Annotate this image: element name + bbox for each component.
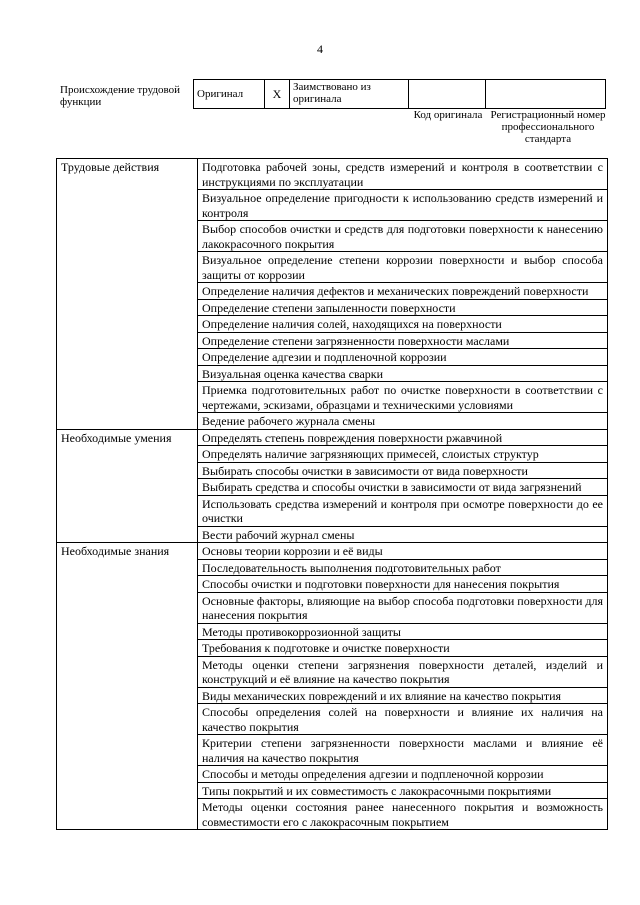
section-item: Визуальное определение степени коррозии поверхности и выбор способа защиты от коррозии: [198, 252, 608, 283]
original-mark: X: [265, 80, 290, 109]
section-item: Определение степени загрязненности поверхности маслами: [198, 332, 608, 349]
section-item: Выбирать способы очистки в зависимости от вида поверхности: [198, 462, 608, 479]
section-item: Выбирать средства и способы очистки в зависимости от вида загрязнений: [198, 479, 608, 496]
section-item: Методы оценки состояния ранее нанесенного покрытия и возможность совместимости его с лакокрасочным покрытием: [198, 799, 608, 830]
section-item: Определение наличия дефектов и механических повреждений поверхности: [198, 283, 608, 300]
section-item: Определение степени запыленности поверхности: [198, 299, 608, 316]
reg-caption: Регистрационный номер профессионального стандарта: [490, 109, 606, 145]
table-row: [57, 159, 608, 190]
table-row: [57, 543, 608, 560]
section-item: Методы противокоррозионной защиты: [198, 623, 608, 640]
original-cell: Оригинал: [194, 80, 265, 109]
origin-label: Происхождение трудовой функции: [60, 84, 181, 108]
section-item: Способы и методы определения адгезии и подпленочной коррозии: [198, 766, 608, 783]
section-item: Определять наличие загрязняющих примесей, слоистых структур: [198, 446, 608, 463]
borrowed-cell: Заимствовано из оригинала: [290, 80, 409, 109]
section-item: Критерии степени загрязненности поверхности маслами и влияние её наличия на качество покрытия: [198, 735, 608, 766]
section-item: Ведение рабочего журнала смены: [198, 413, 608, 430]
page-number: 4: [317, 42, 323, 56]
section-item: Определять степень повреждения поверхности ржавчиной: [198, 429, 608, 446]
section-title: Необходимые умения: [57, 429, 198, 543]
section-item: Требования к подготовке и очистке поверхности: [198, 640, 608, 657]
table-row: [57, 429, 608, 446]
section-item: Выбор способов очистки и средств для подготовки поверхности к нанесению лакокрасочного покрытия: [198, 221, 608, 252]
section-item: Основные факторы, влияющие на выбор способа подготовки поверхности для нанесения покрытия: [198, 592, 608, 623]
section-item: Использовать средства измерений и контроля при осмотре поверхности до ее очистки: [198, 495, 608, 526]
functions-table: [56, 158, 608, 830]
code-cell: [409, 80, 486, 109]
code-caption: Код оригинала: [413, 109, 483, 121]
section-item: Подготовка рабочей зоны, средств измерений и контроля в соответствии с инструкциями по эксплуатации: [198, 159, 608, 190]
section-item: Виды механических повреждений и их влияние на качество покрытия: [198, 687, 608, 704]
section-item: Вести рабочий журнал смены: [198, 526, 608, 543]
section-item: Методы оценки степени загрязнения поверхности деталей, изделий и конструкций и её влияние на качество покрытия: [198, 656, 608, 687]
section-title: Необходимые знания: [57, 543, 198, 830]
section-item: Способы определения солей на поверхности и влияние их наличия на качество покрытия: [198, 704, 608, 735]
section-item: Визуальное определение пригодности к использованию средств измерений и контроля: [198, 190, 608, 221]
section-title: Трудовые действия: [57, 159, 198, 430]
section-item: Приемка подготовительных работ по очистке поверхности в соответствии с чертежами, эскизами, образцами и техническими условиями: [198, 382, 608, 413]
origin-table: [193, 79, 606, 109]
section-item: Способы очистки и подготовки поверхности для нанесения покрытия: [198, 576, 608, 593]
section-item: Основы теории коррозии и её виды: [198, 543, 608, 560]
section-item: Визуальная оценка качества сварки: [198, 365, 608, 382]
section-item: Определение наличия солей, находящихся на поверхности: [198, 316, 608, 333]
section-item: Определение адгезии и подпленочной коррозии: [198, 349, 608, 366]
section-item: Последовательность выполнения подготовительных работ: [198, 559, 608, 576]
reg-number-cell: [486, 80, 606, 109]
section-item: Типы покрытий и их совместимость с лакокрасочными покрытиями: [198, 782, 608, 799]
